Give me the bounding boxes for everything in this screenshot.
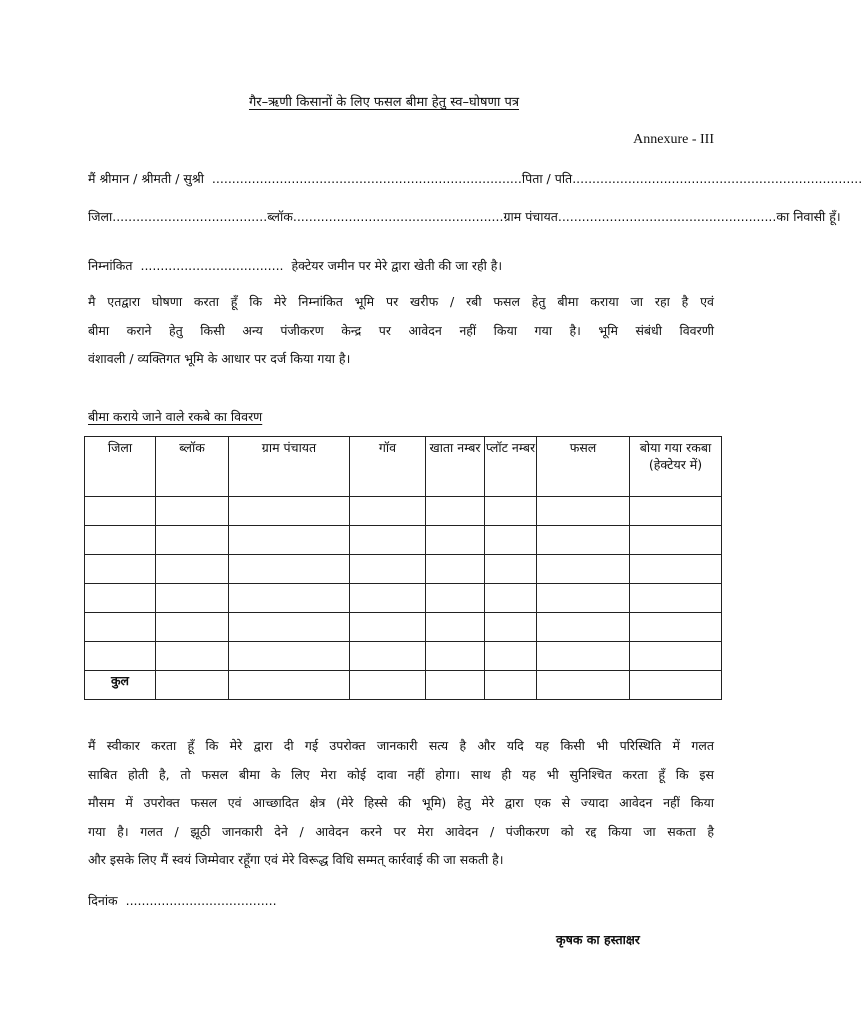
table-cell[interactable] xyxy=(85,613,156,642)
table-cell[interactable] xyxy=(630,584,722,613)
table-cell[interactable] xyxy=(630,526,722,555)
header-crop: फसल xyxy=(537,437,630,497)
table-cell[interactable] xyxy=(350,613,426,642)
table-cell[interactable] xyxy=(537,671,630,700)
land-blank: .................................... xyxy=(136,258,288,273)
table-header-row xyxy=(85,437,722,497)
date-label: दिनांक xyxy=(88,893,118,908)
table-cell[interactable] xyxy=(229,555,350,584)
resident-label: का निवासी हूँ। xyxy=(776,209,841,224)
table-cell[interactable] xyxy=(229,584,350,613)
table-cell[interactable] xyxy=(156,497,229,526)
table-cell[interactable] xyxy=(485,526,537,555)
table-row xyxy=(85,555,722,584)
table-cell[interactable] xyxy=(85,642,156,671)
table-cell[interactable] xyxy=(537,555,630,584)
table-cell[interactable] xyxy=(350,642,426,671)
table-cell[interactable] xyxy=(350,671,426,700)
header-block: ब्लॉक xyxy=(156,437,229,497)
table-cell[interactable] xyxy=(156,671,229,700)
panchayat-blank: ....................................................... xyxy=(557,209,777,224)
table-cell[interactable] xyxy=(156,584,229,613)
table-cell[interactable] xyxy=(537,526,630,555)
district-blank: ....................................... xyxy=(112,209,268,224)
table-cell[interactable] xyxy=(350,497,426,526)
table-cell[interactable] xyxy=(537,584,630,613)
table-cell[interactable] xyxy=(537,497,630,526)
table-cell[interactable] xyxy=(426,613,485,642)
table-cell[interactable] xyxy=(485,555,537,584)
table-cell[interactable] xyxy=(85,497,156,526)
table-cell[interactable] xyxy=(426,497,485,526)
table-cell[interactable] xyxy=(537,642,630,671)
table-cell[interactable] xyxy=(630,555,722,584)
table-cell[interactable] xyxy=(426,584,485,613)
table-cell[interactable] xyxy=(426,555,485,584)
farmer-signature-label: कृषक का हस्ताक्षर xyxy=(556,932,640,947)
table-row xyxy=(85,642,722,671)
table-cell[interactable] xyxy=(485,497,537,526)
total-label: कुल xyxy=(85,671,156,700)
address-line xyxy=(88,208,841,225)
table-cell[interactable] xyxy=(350,584,426,613)
table-cell[interactable] xyxy=(630,497,722,526)
table-row xyxy=(85,584,722,613)
table-cell[interactable] xyxy=(426,671,485,700)
name-line xyxy=(88,170,862,187)
table-cell[interactable] xyxy=(630,642,722,671)
table-cell[interactable] xyxy=(85,526,156,555)
table-total-row xyxy=(85,671,722,700)
father-blank: ......................................................................... xyxy=(572,171,862,186)
district-label: जिला xyxy=(88,209,113,224)
name-prefix: मैं श्रीमान / श्रीमती / सुश्री xyxy=(88,171,204,186)
header-panchayat: ग्राम पंचायत xyxy=(229,437,350,497)
table-cell[interactable] xyxy=(229,497,350,526)
table-cell[interactable] xyxy=(426,526,485,555)
block-blank: ..................................................... xyxy=(292,209,504,224)
table-cell[interactable] xyxy=(537,613,630,642)
land-line xyxy=(88,257,714,274)
para2-line: गया है। गलत / झूठी जानकारी देने / आवेदन करने पर मेरा आवेदन / पंजीकरण को रद्द किया जा सकता है xyxy=(88,823,714,839)
table-row xyxy=(85,613,722,642)
para1-line: मै एतद्वारा घोषणा करता हूँ कि मेरे निम्नांकित भूमि पर खरीफ / रबी फसल हेतु बीमा कराया जा रहा है एवं xyxy=(88,294,714,309)
para2-line: मैं स्वीकार करता हूँ कि मेरे द्वारा दी गई उपरोक्त जानकारी सत्य है और यदि यह किसी भी परिस्थिति में गलत xyxy=(88,738,714,753)
date-blank: ...................................... xyxy=(121,893,277,908)
name-blank: .............................................................................. xyxy=(207,171,522,186)
para2-line: साबित होती है, तो फसल बीमा के लिए मेरा कोई दावा नहीं होगा। साथ ही यह भी सुनिश्चित करता हूँ कि इस xyxy=(88,766,714,782)
declaration-paragraph-1 xyxy=(88,288,714,374)
table-cell[interactable] xyxy=(156,526,229,555)
panchayat-label: ग्राम पंचायत xyxy=(503,209,558,224)
header-district: जिला xyxy=(85,437,156,497)
block-label: ब्लॉक xyxy=(267,209,293,224)
table-cell[interactable] xyxy=(156,613,229,642)
land-details-table xyxy=(84,436,722,700)
date-line xyxy=(88,892,277,909)
table-row xyxy=(85,497,722,526)
table-cell[interactable] xyxy=(426,642,485,671)
table-cell[interactable] xyxy=(229,613,350,642)
section-title: बीमा कराये जाने वाले रकबे का विवरण xyxy=(88,409,263,424)
table-cell[interactable] xyxy=(485,642,537,671)
form-title: गैर–ऋणी किसानों के लिए फसल बीमा हेतु स्व–घोषणा पत्र xyxy=(248,95,520,110)
land-suffix: हेक्टेयर जमीन पर मेरे द्वारा खेती की जा रही है। xyxy=(291,258,503,273)
header-village: गॉव xyxy=(350,437,426,497)
header-account-number: खाता नम्बर xyxy=(426,437,485,497)
table-cell[interactable] xyxy=(85,555,156,584)
father-label: पिता / पति xyxy=(521,171,573,186)
table-cell[interactable] xyxy=(229,671,350,700)
table-cell[interactable] xyxy=(85,584,156,613)
annexure-label: Annexure - III xyxy=(633,132,714,147)
para1-line: बीमा कराने हेतु किसी अन्य पंजीकरण केन्द्र पर आवेदन नहीं किया गया है। भूमि संबंधी विवरणी xyxy=(88,322,714,338)
table-cell[interactable] xyxy=(630,613,722,642)
declaration-paragraph-2 xyxy=(88,732,714,875)
table-cell[interactable] xyxy=(350,555,426,584)
table-cell[interactable] xyxy=(156,555,229,584)
table-cell[interactable] xyxy=(485,671,537,700)
table-cell[interactable] xyxy=(630,671,722,700)
land-prefix: निम्नांकित xyxy=(88,258,133,273)
para2-line: मौसम में उपरोक्त फसल एवं आच्छादित क्षेत्र (मेरे हिस्से की भूमि) हेतु मेरे द्वारा एक से ज्यादा आवेदन नहीं किया xyxy=(88,795,714,810)
table-cell[interactable] xyxy=(156,642,229,671)
para2-line: और इसके लिए मैं स्वयं जिम्मेवार रहूँगा एवं मेरे विरूद्ध विधि सम्मत् कार्रवाई की जा सकती है। xyxy=(88,852,504,867)
table-cell[interactable] xyxy=(350,526,426,555)
para1-line: वंशावली / व्यक्तिगत भूमि के आधार पर दर्ज किया गया है। xyxy=(88,351,351,366)
table-cell[interactable] xyxy=(485,584,537,613)
table-cell[interactable] xyxy=(229,526,350,555)
header-sown-area: बोया गया रकबा (हेक्टेयर में) xyxy=(630,437,722,497)
table-row xyxy=(85,526,722,555)
table-cell[interactable] xyxy=(229,642,350,671)
table-cell[interactable] xyxy=(485,613,537,642)
header-plot-number: प्लॉट नम्बर xyxy=(485,437,537,497)
